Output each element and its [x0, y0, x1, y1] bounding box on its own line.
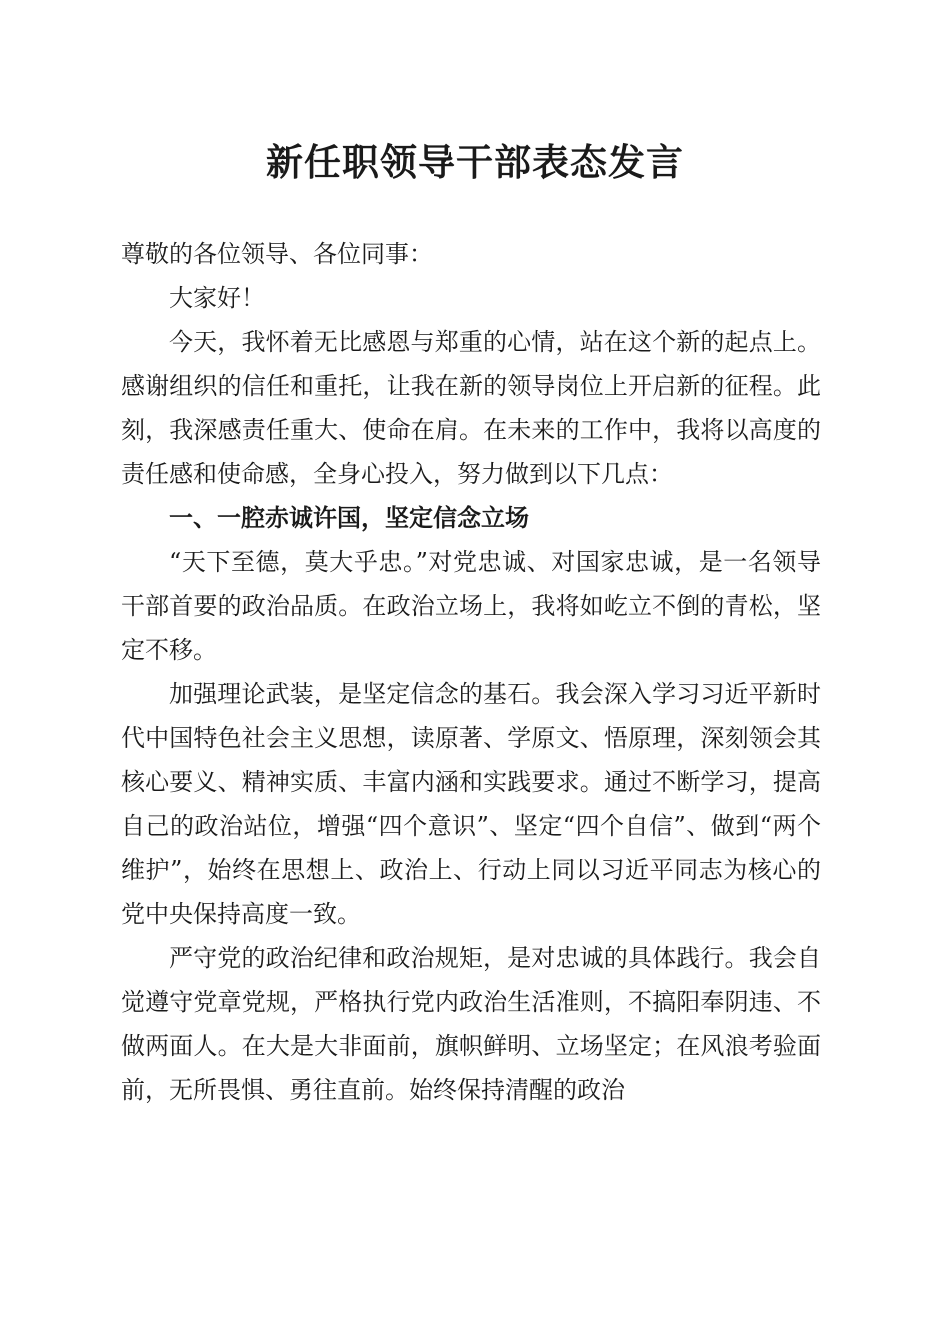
section-paragraph: 加强理论武装，是坚定信念的基石。我会深入学习习近平新时代中国特色社会主义思想，读原著、学原文、悟原理，深刻领会其核心要义、精神实质、丰富内涵和实践要求。通过不断学习，提高自己的政治站位，增强“四个意识”、坚定“四个自信”、做到“两个维护”，始终在思想上、政治上、行动上同以习近平同志为核心的党中央保持高度一致。	[121, 680, 821, 928]
intro-paragraph: 今天，我怀着无比感恩与郑重的心情，站在这个新的起点上。感谢组织的信任和重托，让我在新的领导岗位上开启新的征程。此刻，我深感责任重大、使命在肩。在未来的工作中，我将以高度的责任感和使命感，全身心投入，努力做到以下几点：	[121, 328, 821, 488]
salutation: 尊敬的各位领导、各位同事：	[121, 240, 433, 268]
greeting: 大家好！	[169, 284, 265, 312]
document-body	[121, 232, 821, 1112]
section-paragraph: 严守党的政治纪律和政治规矩，是对忠诚的具体践行。我会自觉遵守党章党规，严格执行党内政治生活准则，不搞阳奉阴违、不做两面人。在大是大非面前，旗帜鲜明、立场坚定；在风浪考验面前，无所畏惧、勇往直前。始终保持清醒的政治	[121, 944, 821, 1104]
section-heading: 一、一腔赤诚许国，坚定信念立场	[169, 504, 529, 532]
section-paragraph: “天下至德，莫大乎忠。”对党忠诚、对国家忠诚，是一名领导干部首要的政治品质。在政治立场上，我将如屹立不倒的青松，坚定不移。	[121, 548, 821, 664]
document-title: 新任职领导干部表态发言	[266, 140, 684, 184]
